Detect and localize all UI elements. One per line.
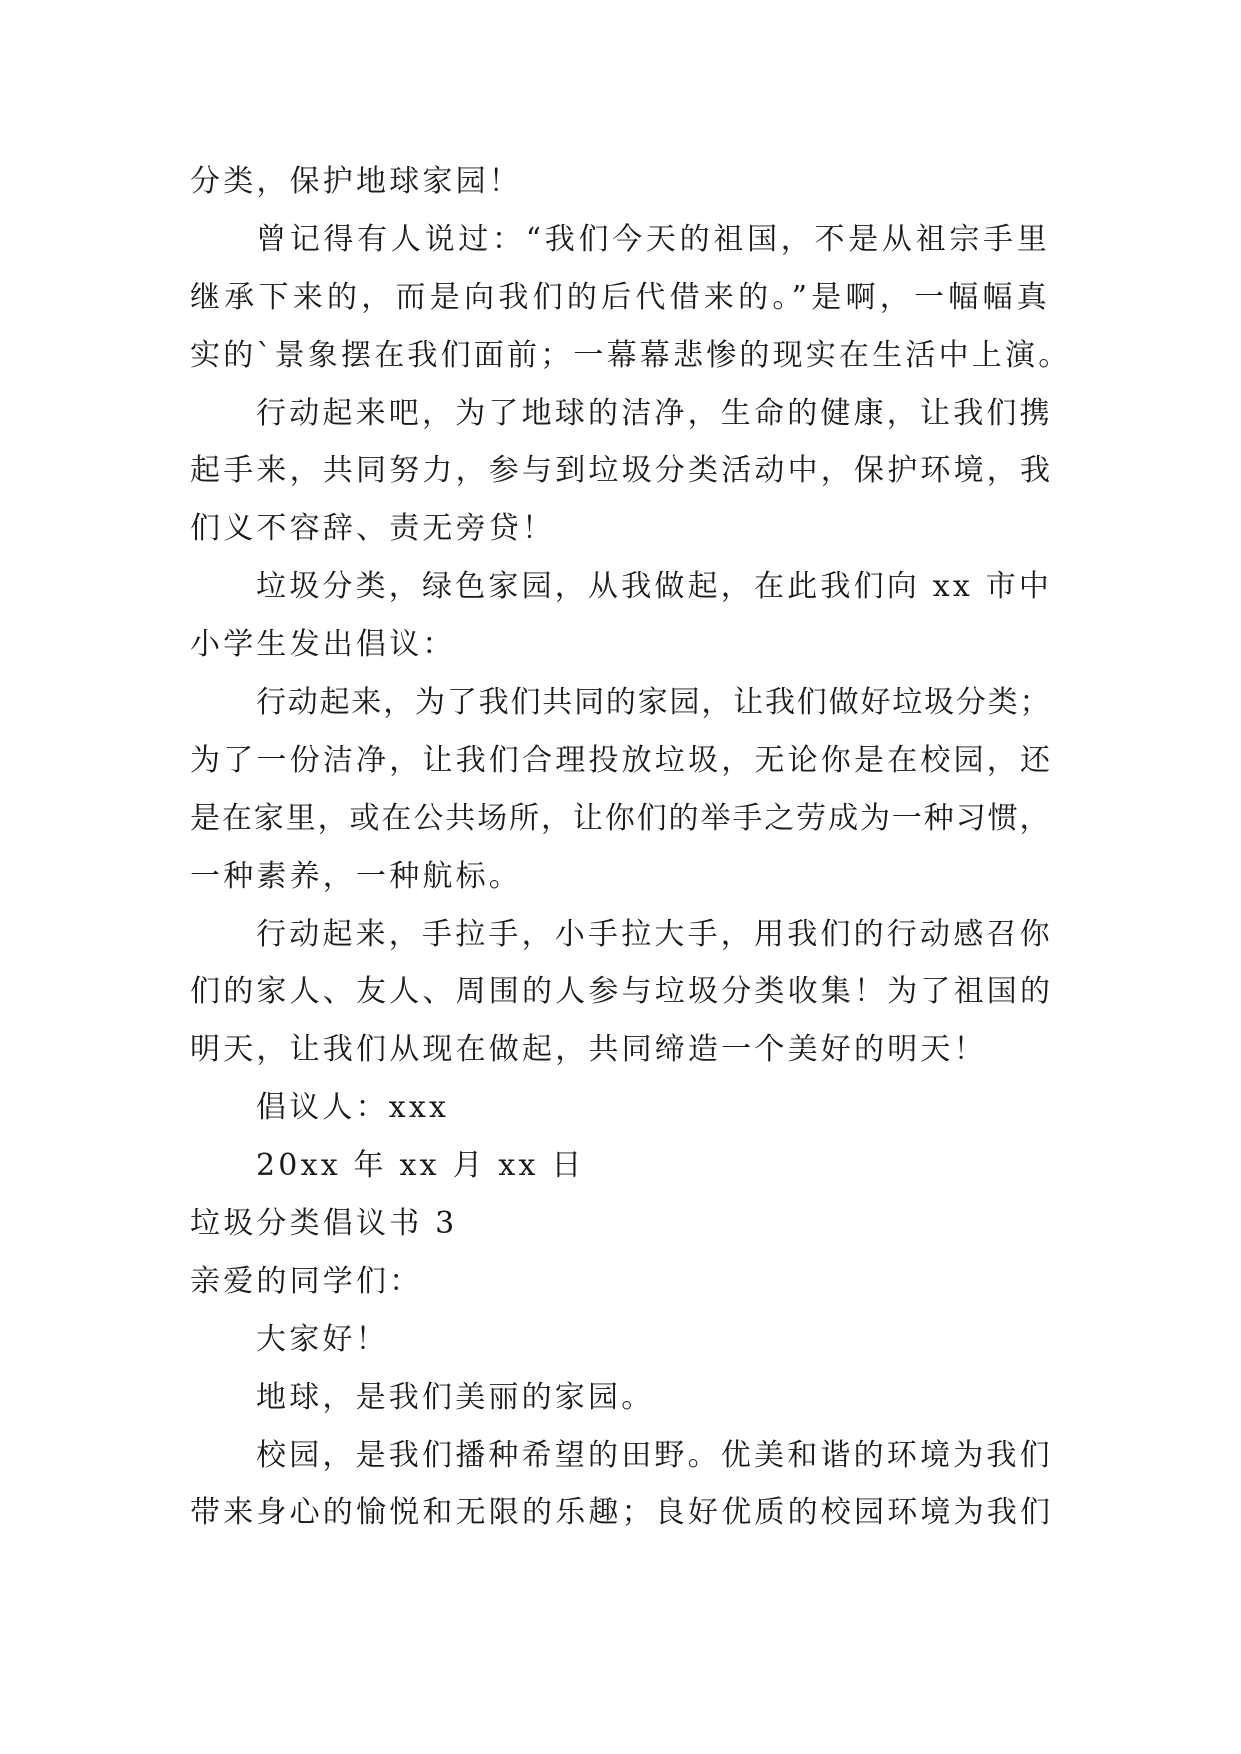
document-body [190, 153, 1072, 1542]
salutation: 亲爱的同学们： [190, 1263, 423, 1299]
section-title: 垃圾分类倡议书 3 [190, 1206, 458, 1242]
text-line: 们义不容辞、责无旁贷！ [190, 511, 556, 547]
text-line: 起手来，共同努力，参与到垃圾分类活动中，保护环境，我 [190, 453, 1054, 489]
text-line: 为了一份洁净，让我们合理投放垃圾，无论你是在校园，还 [190, 742, 1054, 778]
text-line: 垃圾分类，绿色家园，从我做起，在此我们向 xx 市中 [256, 569, 1053, 605]
greeting: 大家好！ [256, 1321, 389, 1357]
text-line: 带来身心的愉悦和无限的乐趣；良好优质的校园环境为我们 [190, 1495, 1054, 1531]
text-line: 明天，让我们从现在做起，共同缔造一个美好的明天！ [190, 1032, 987, 1068]
text-line: 行动起来，手拉手，小手拉大手，用我们的行动感召你 [256, 916, 1053, 952]
text-line: 实的`景象摆在我们面前；一幕幕悲惨的现实在生活中上演。 [190, 337, 1072, 373]
date-line: 20xx 年 xx 月 xx 日 [256, 1148, 585, 1184]
text-line: 行动起来，为了我们共同的家园，让我们做好垃圾分类； [256, 685, 1050, 721]
text-line: 们的家人、友人、周围的人参与垃圾分类收集！为了祖国的 [190, 974, 1054, 1010]
text-line: 地球，是我们美丽的家园。 [256, 1379, 655, 1415]
signature-line: 倡议人：xxx [256, 1090, 450, 1126]
text-line: 一种素养，一种航标。 [190, 858, 522, 894]
text-line: 校园，是我们播种希望的田野。优美和谐的环境为我们 [256, 1437, 1053, 1473]
text-line: 继承下来的，而是向我们的后代借来的。”是啊，一幅幅真 [190, 279, 1050, 315]
text-line: 行动起来吧，为了地球的洁净，生命的健康，让我们携 [256, 395, 1053, 431]
text-line: 曾记得有人说过：“我们今天的祖国，不是从祖宗手里 [256, 221, 1050, 257]
text-line: 分类，保护地球家园！ [190, 164, 522, 199]
text-line: 是在家里，或在公共场所，让你们的举手之劳成为一种习惯， [190, 800, 1050, 836]
text-line: 小学生发出倡议： [190, 627, 456, 663]
